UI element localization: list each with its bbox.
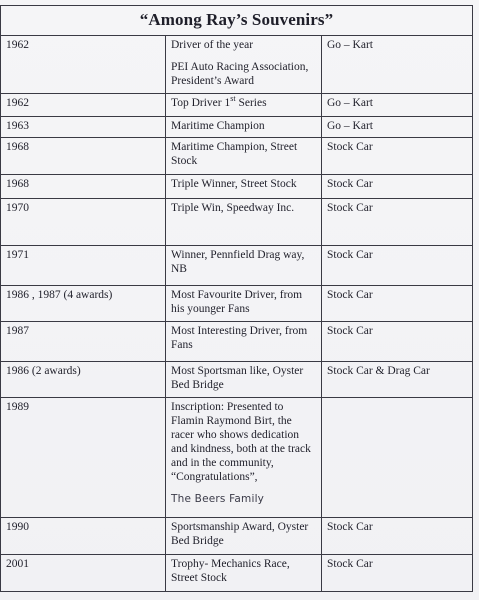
category-cell: Stock Car [322, 322, 473, 362]
award-cell [166, 36, 322, 94]
year-cell: 2001 [1, 555, 166, 592]
signature-text: The Beers Family [171, 493, 265, 505]
table-row [1, 175, 473, 199]
category-cell: Stock Car [322, 286, 473, 322]
table-row [1, 94, 473, 117]
award-cell: Maritime Champion, Street Stock [166, 138, 322, 175]
award-cell: Triple Win, Speedway Inc. [166, 199, 322, 246]
category-cell: Stock Car [322, 555, 473, 592]
category-cell: Stock Car [322, 138, 473, 175]
category-cell: Stock Car [322, 246, 473, 286]
award-cell: Most Favourite Driver, from his younger Fans [166, 286, 322, 322]
award-cell: Most Sportsman like, Oyster Bed Bridge [166, 362, 322, 398]
award-text: Driver of the year [171, 39, 254, 51]
category-cell: Go – Kart [322, 94, 473, 117]
year-cell: 1962 [1, 94, 166, 117]
award-cell [166, 94, 322, 117]
award-cell: Maritime Champion [166, 117, 322, 138]
year-cell: 1963 [1, 117, 166, 138]
year-cell: 1962 [1, 36, 166, 94]
year-cell: 1989 [1, 398, 166, 518]
table-row [1, 518, 473, 555]
year-cell: 1968 [1, 175, 166, 199]
table-row [1, 138, 473, 175]
table-row [1, 286, 473, 322]
table-row [1, 246, 473, 286]
category-cell: Stock Car & Drag Car [322, 362, 473, 398]
category-cell: Go – Kart [322, 117, 473, 138]
award-text: Top Driver 1 [171, 97, 231, 109]
award-cell: Winner, Pennfield Drag way, NB [166, 246, 322, 286]
award-cell: Sportsmanship Award, Oyster Bed Bridge [166, 518, 322, 555]
year-cell: 1968 [1, 138, 166, 175]
award-text: PEI Auto Racing Association, President’s Award [171, 61, 309, 87]
table-row [1, 322, 473, 362]
category-cell: Stock Car [322, 518, 473, 555]
table-row [1, 117, 473, 138]
year-cell: 1986 , 1987 (4 awards) [1, 286, 166, 322]
inscription-text: Inscription: Presented to Flamin Raymond Birt, the racer who shows dedication and kindness, both at the track and in the community, “Congratulations”, [171, 401, 311, 483]
table-row [1, 199, 473, 246]
year-cell: 1971 [1, 246, 166, 286]
category-cell: Stock Car [322, 199, 473, 246]
year-cell: 1987 [1, 322, 166, 362]
category-cell [322, 398, 473, 518]
document-title: “Among Ray’s Souvenirs” [1, 6, 473, 36]
table-row [1, 362, 473, 398]
category-cell: Go – Kart [322, 36, 473, 94]
year-cell: 1970 [1, 199, 166, 246]
category-cell: Stock Car [322, 175, 473, 199]
year-cell: 1990 [1, 518, 166, 555]
award-text: Series [235, 97, 267, 109]
year-cell: 1986 (2 awards) [1, 362, 166, 398]
souvenirs-table [0, 5, 473, 592]
award-cell [166, 398, 322, 518]
award-superscript: st [230, 94, 236, 104]
title-row [1, 6, 473, 36]
award-cell: Triple Winner, Street Stock [166, 175, 322, 199]
award-cell: Trophy- Mechanics Race, Street Stock [166, 555, 322, 592]
table-row [1, 36, 473, 94]
award-cell: Most Interesting Driver, from Fans [166, 322, 322, 362]
table-row [1, 555, 473, 592]
table-row [1, 398, 473, 518]
